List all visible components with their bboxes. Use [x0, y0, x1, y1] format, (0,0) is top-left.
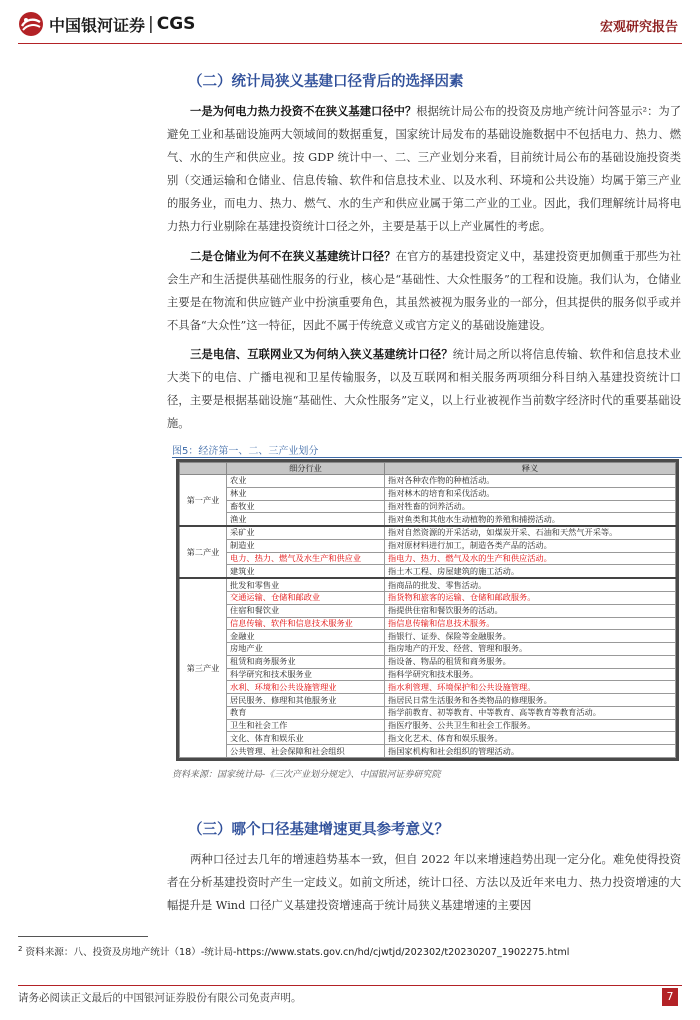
- figure-source: 资料来源：国家统计局-《三次产业划分规定》、中国银河证券研究院: [172, 770, 441, 780]
- footer-divider: [18, 985, 682, 986]
- subindustry-definition: 指电力、热力、燃气及水的生产和供应活动。: [385, 552, 676, 565]
- section-title-2: （二）统计局狭义基建口径背后的选择因素: [188, 74, 464, 90]
- header-divider: [18, 43, 682, 44]
- subindustry-definition: 指对各种农作物的种植活动。: [385, 475, 676, 488]
- lead-warehousing: 二是仓储业为何不在狭义基建统计口径？: [190, 249, 396, 263]
- table-row: [180, 487, 676, 500]
- subindustry-definition: 指货物和旅客的运输、仓储和邮政服务。: [385, 592, 676, 605]
- paragraph-comparison: [167, 848, 681, 917]
- subindustry-name: 居民服务、修理和其他服务业: [227, 694, 385, 707]
- subindustry-name: 电力、热力、燃气及水生产和供应业: [227, 552, 385, 565]
- subindustry-name: 采矿业: [227, 526, 385, 539]
- footnote-text: 资料来源：八、投资及房地产统计（18）-统计局-https://www.stats.gov.cn/hd/cjwtjd/202302/t20230207_1902275.html: [22, 947, 570, 958]
- report-type: 宏观研究报告: [599, 20, 678, 35]
- subindustry-definition: 指文化艺术、体育和娱乐服务。: [385, 732, 676, 745]
- footnote: [18, 944, 569, 958]
- subindustry-definition: 指医疗服务、公共卫生和社会工作服务。: [385, 719, 676, 732]
- header-definition: 释义: [385, 463, 676, 475]
- paragraph-electricity: [167, 100, 681, 238]
- table-row: [180, 719, 676, 732]
- brand-logo: [18, 10, 195, 38]
- industry-category: 第三产业: [180, 578, 227, 757]
- subindustry-name: 农业: [227, 475, 385, 488]
- paragraph-telecom: [167, 343, 681, 435]
- industry-category: 第二产业: [180, 526, 227, 578]
- subindustry-definition: 指对林木的培育和采伐活动。: [385, 487, 676, 500]
- header-category: [180, 463, 227, 475]
- subindustry-name: 租赁和商务服务业: [227, 655, 385, 668]
- subindustry-name: 制造业: [227, 539, 385, 552]
- figure-caption-rule: [172, 457, 682, 458]
- cgs-logo-icon: [18, 11, 44, 37]
- subindustry-definition: 指对自然资源的开采活动，如煤炭开采、石油和天然气开采等。: [385, 526, 676, 539]
- section-title-3: （三）哪个口径基建增速更具参考意义？: [188, 822, 449, 838]
- industry-category: 第一产业: [180, 475, 227, 527]
- subindustry-definition: 指国家机构和社会组织的管理活动。: [385, 745, 676, 758]
- table-row: [180, 539, 676, 552]
- table-row: [180, 732, 676, 745]
- body-comparison: 两种口径过去几年的增速趋势基本一致，但自 2022 年以来增速趋势出现一定分化。难免使得投资者在分析基建投资时产生一定歧义。如前文所述，统计口径、方法以及近年来电力、热力投资增速的大幅提升是 Wind 口径广义基建投资增速高于统计局狭义基建增速的主要因: [167, 853, 681, 912]
- subindustry-name: 住宿和餐饮业: [227, 604, 385, 617]
- subindustry-name: 交通运输、仓储和邮政业: [227, 592, 385, 605]
- table-row: [180, 565, 676, 578]
- brand-name-en: CGS: [156, 14, 196, 34]
- table-row: [180, 526, 676, 539]
- subindustry-definition: 指居民日常生活服务和各类物品的修理服务。: [385, 694, 676, 707]
- table-row: [180, 694, 676, 707]
- header-subindustry: 细分行业: [227, 463, 385, 475]
- lead-electricity: 一是为何电力热力投资不在狭义基建口径中？: [190, 104, 417, 118]
- table-row: [180, 668, 676, 681]
- subindustry-definition: 指水利管理、环境保护和公共设施管理。: [385, 681, 676, 694]
- page-number: 7: [662, 988, 678, 1006]
- subindustry-definition: 指对牲畜的饲养活动。: [385, 500, 676, 513]
- table-row: [180, 706, 676, 719]
- subindustry-name: 信息传输、软件和信息技术服务业: [227, 617, 385, 630]
- table-row: [180, 643, 676, 656]
- brand-name-cn: 中国银河证券: [49, 15, 146, 35]
- subindustry-name: 批发和零售业: [227, 578, 385, 591]
- table-row: [180, 630, 676, 643]
- page-header: [0, 0, 700, 44]
- subindustry-name: 渔业: [227, 513, 385, 526]
- subindustry-name: 科学研究和技术服务业: [227, 668, 385, 681]
- table-header-row: [180, 463, 676, 475]
- footnote-number: 2: [18, 944, 23, 953]
- subindustry-definition: 指土木工程、房屋建筑的施工活动。: [385, 565, 676, 578]
- industry-table: [179, 462, 676, 758]
- industry-table-frame: [176, 459, 679, 761]
- table-row: [180, 513, 676, 526]
- subindustry-name: 畜牧业: [227, 500, 385, 513]
- figure-caption: 图5：经济第一、二、三产业划分: [172, 446, 319, 457]
- subindustry-name: 卫生和社会工作: [227, 719, 385, 732]
- subindustry-definition: 指房地产的开发、经营、管理和服务。: [385, 643, 676, 656]
- subindustry-name: 建筑业: [227, 565, 385, 578]
- table-row: [180, 500, 676, 513]
- subindustry-definition: 指银行、证券、保险等金融服务。: [385, 630, 676, 643]
- brand-separator: |: [148, 14, 154, 34]
- table-body: [180, 475, 676, 758]
- table-row: [180, 745, 676, 758]
- subindustry-name: 文化、体育和娱乐业: [227, 732, 385, 745]
- footnote-divider: [18, 936, 148, 937]
- subindustry-name: 教育: [227, 706, 385, 719]
- subindustry-definition: 指设备、物品的租赁和商务服务。: [385, 655, 676, 668]
- table-row: [180, 655, 676, 668]
- subindustry-name: 水利、环境和公共设施管理业: [227, 681, 385, 694]
- lead-telecom: 三是电信、互联网业又为何纳入狭义基建统计口径？: [190, 347, 453, 361]
- paragraph-warehousing: [167, 245, 681, 337]
- table-row: [180, 475, 676, 488]
- subindustry-name: 林业: [227, 487, 385, 500]
- table-row: [180, 681, 676, 694]
- subindustry-definition: 指对鱼类和其他水生动植物的养殖和捕捞活动。: [385, 513, 676, 526]
- subindustry-definition: 指提供住宿和餐饮服务的活动。: [385, 604, 676, 617]
- subindustry-name: 金融业: [227, 630, 385, 643]
- body-warehousing: 在官方的基建投资定义中，基建投资更加侧重于那些为社会生产和生活提供基础性服务的行业，核心是“基础性、大众性服务”的工程和设施。我们认为，仓储业主要是在物流和供应链产业中扮演重要角色，其虽然被视为服务业的一部分，但其提供的服务似乎或并不具备“大众性”这一特征，因此不属于传统意义或官方定义的基础设施建设。: [167, 250, 681, 332]
- subindustry-definition: 指信息传输和信息技术服务。: [385, 617, 676, 630]
- subindustry-name: 房地产业: [227, 643, 385, 656]
- table-row: [180, 578, 676, 591]
- subindustry-definition: 指商品的批发、零售活动。: [385, 578, 676, 591]
- subindustry-definition: 指科学研究和技术服务。: [385, 668, 676, 681]
- table-row: [180, 592, 676, 605]
- subindustry-definition: 指学前教育、初等教育、中等教育、高等教育等教育活动。: [385, 706, 676, 719]
- subindustry-name: 公共管理、社会保障和社会组织: [227, 745, 385, 758]
- table-row: [180, 552, 676, 565]
- body-electricity: 根据统计局公布的投资及房地产统计问答显示²：为了避免工业和基础设施两大领域间的数据重复，国家统计局发布的基础设施数据中不包括电力、热力、燃气、水的生产和供应业。按 GDP 统计中一、二、三产业划分来看，目前统计局公布的基础设施投资类别（交通运输和仓储业、信息传输、软件和信息技术业、以及水利、环境和公共设施）均属于第三产业的服务业，而电力、热力、燃气、水的生产和供应业属于第二产业的工业。因此，我们理解统计局将电力热力行业剔除在基建投资统计口径之外，主要是基于以上产业属性的考虑。: [167, 105, 681, 233]
- table-row: [180, 604, 676, 617]
- table-row: [180, 617, 676, 630]
- subindustry-definition: 指对原材料进行加工，制造各类产品的活动。: [385, 539, 676, 552]
- body-telecom: 统计局之所以将信息传输、软件和信息技术业大类下的电信、广播电视和卫星传输服务，以及互联网和相关服务两项细分科目纳入基建投资统计口径，主要是根据基础设施“基础性、大众性服务”定义，以上行业被视作当前数字经济时代的重要基础设施。: [167, 348, 681, 430]
- footer-disclaimer: 请务必阅读正文最后的中国银河证券股份有限公司免责声明。: [18, 992, 302, 1004]
